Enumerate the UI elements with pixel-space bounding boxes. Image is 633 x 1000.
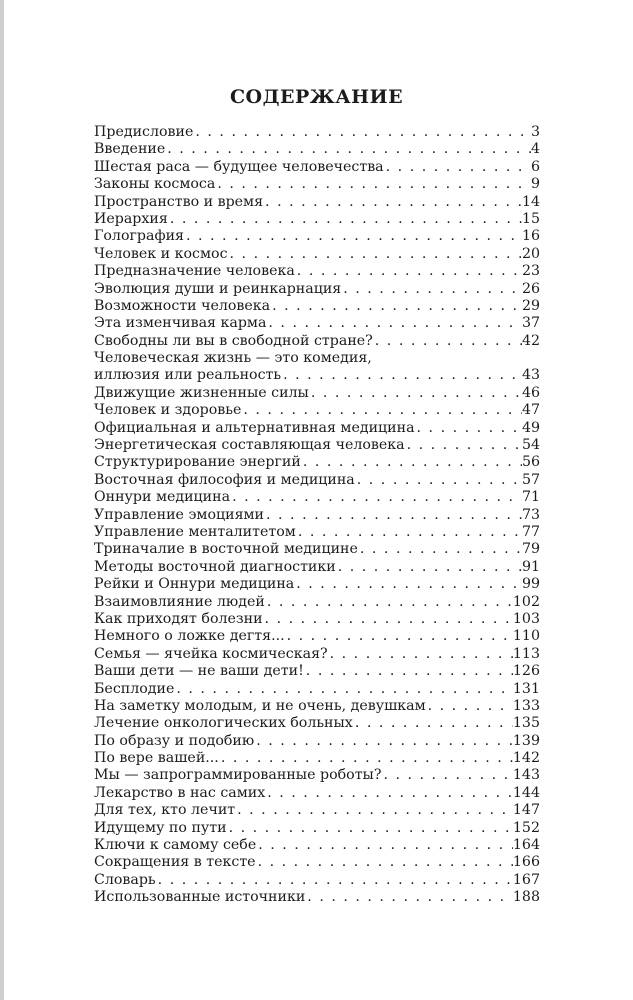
toc-entry bbox=[94, 281, 540, 298]
toc-entry bbox=[94, 315, 540, 332]
toc-entry bbox=[94, 176, 540, 193]
toc-entry-first-line bbox=[94, 350, 540, 367]
toc-entry bbox=[94, 454, 540, 471]
toc-entry-label: Человек и здоровье bbox=[94, 402, 242, 419]
dot-leader bbox=[165, 141, 531, 158]
dot-leader bbox=[241, 402, 522, 419]
toc-entry-page-number: 49 bbox=[521, 419, 540, 436]
dot-leader bbox=[264, 507, 522, 524]
toc-entry-page-number: 143 bbox=[512, 767, 540, 784]
toc-entry-label: Эта изменчивая карма bbox=[94, 315, 267, 332]
dot-leader bbox=[405, 437, 522, 454]
dot-leader bbox=[384, 159, 531, 176]
toc-entry bbox=[94, 211, 540, 228]
dot-leader bbox=[265, 785, 513, 802]
toc-entry bbox=[94, 246, 540, 263]
toc-entry-page-number: 14 bbox=[521, 193, 540, 210]
toc-entry-page-number: 91 bbox=[521, 558, 540, 575]
toc-entry-page-number: 99 bbox=[521, 576, 540, 593]
toc-entry bbox=[94, 889, 540, 906]
toc-entry bbox=[94, 141, 540, 158]
toc-entry-page-number: 110 bbox=[512, 628, 540, 645]
toc-entry bbox=[94, 646, 540, 663]
toc-entry-page-number: 15 bbox=[521, 210, 540, 227]
toc-entry bbox=[94, 594, 540, 611]
dot-leader bbox=[296, 524, 522, 541]
toc-entry-label: Эволюция души и реинкарнация bbox=[94, 280, 342, 297]
page-edge bbox=[0, 0, 4, 1000]
toc-entry bbox=[94, 124, 540, 141]
toc-entry-page-number: 4 bbox=[530, 141, 540, 158]
toc-entry bbox=[94, 420, 540, 437]
toc-entry-label: Для тех, кто лечит bbox=[94, 802, 236, 819]
toc-entry-label: Взаимовлияние людей bbox=[94, 593, 265, 610]
toc-entry-page-number: 54 bbox=[521, 437, 540, 454]
toc-entry-label: По образу и подобию bbox=[94, 732, 255, 749]
toc-entry bbox=[94, 681, 540, 698]
dot-leader bbox=[184, 228, 522, 245]
toc-entry-label: Сокращения в тексте bbox=[94, 854, 256, 871]
dot-leader bbox=[358, 541, 522, 558]
dot-leader bbox=[304, 663, 513, 680]
toc-entry-label: Человек и космос bbox=[94, 245, 228, 262]
toc-entry-label: Лекарство в нас самих bbox=[94, 784, 266, 801]
toc-entry-label: Лечение онкологических больных bbox=[94, 715, 353, 732]
dot-leader bbox=[265, 594, 513, 611]
toc-entry-page-number: 71 bbox=[521, 489, 540, 506]
toc-entry-label: Введение bbox=[94, 141, 166, 158]
toc-entry-page-number: 167 bbox=[512, 871, 540, 888]
toc-entry-label: На заметку молодым, и не очень, девушкам bbox=[94, 697, 426, 714]
toc-entry-page-number: 56 bbox=[521, 454, 540, 471]
toc-entry-page-number: 47 bbox=[521, 402, 540, 419]
toc-entry bbox=[94, 559, 540, 576]
toc-entry-page-number: 9 bbox=[530, 176, 540, 193]
toc-entry-page-number: 77 bbox=[521, 523, 540, 540]
toc-entry-page-number: 133 bbox=[512, 697, 540, 714]
dot-leader bbox=[294, 576, 522, 593]
toc-entry bbox=[94, 611, 540, 628]
dot-leader bbox=[263, 611, 513, 628]
toc-entry-page-number: 102 bbox=[512, 593, 540, 610]
dot-leader bbox=[328, 646, 513, 663]
toc-entry-label: Официальная и альтернативная медицина bbox=[94, 419, 415, 436]
dot-leader bbox=[341, 281, 522, 298]
toc-entry bbox=[94, 228, 540, 245]
toc-entry bbox=[94, 541, 540, 558]
toc-entry-page-number: 164 bbox=[512, 837, 540, 854]
toc-entry bbox=[94, 402, 540, 419]
toc-entry bbox=[94, 524, 540, 541]
toc-entry-page-number: 188 bbox=[512, 889, 540, 906]
toc-entry bbox=[94, 837, 540, 854]
toc-entry-label: Законы космоса bbox=[94, 176, 216, 193]
dot-leader bbox=[285, 628, 513, 645]
toc-entry bbox=[94, 698, 540, 715]
toc-entry-label: Мы — запрограммированные роботы? bbox=[94, 767, 382, 784]
toc-entry-label: Как приходят болезни bbox=[94, 610, 263, 627]
toc-entry-page-number: 152 bbox=[512, 819, 540, 836]
dot-leader bbox=[281, 367, 522, 384]
toc-entry-label: Оннури медицина bbox=[94, 489, 231, 506]
toc-entry-page-number: 147 bbox=[512, 802, 540, 819]
toc-entry-label: Управление эмоциями bbox=[94, 506, 265, 523]
dot-leader bbox=[174, 681, 513, 698]
dot-leader bbox=[336, 559, 522, 576]
toc-entry-label: Идущему по пути bbox=[94, 819, 227, 836]
toc-entry-label: Бесплодие bbox=[94, 680, 175, 697]
dot-leader bbox=[256, 854, 513, 871]
toc-entry bbox=[94, 333, 540, 350]
dot-leader bbox=[256, 837, 513, 854]
toc-entry-label: Ваши дети — не ваши дети! bbox=[94, 663, 304, 680]
toc-entry bbox=[94, 367, 540, 384]
toc-entry-page-number: 16 bbox=[521, 228, 540, 245]
toc-entry bbox=[94, 385, 540, 402]
toc-entry-label: Свободны ли вы в свободной стране? bbox=[94, 332, 373, 349]
toc-entry bbox=[94, 472, 540, 489]
toc-entry bbox=[94, 576, 540, 593]
toc-entry-label: Возможности человека bbox=[94, 297, 271, 314]
toc-entry bbox=[94, 785, 540, 802]
toc-entry-page-number: 103 bbox=[512, 610, 540, 627]
toc-entry-label: Энергетическая составляющая человека bbox=[94, 437, 405, 454]
toc-entry-page-number: 166 bbox=[512, 854, 540, 871]
toc-entry bbox=[94, 489, 540, 506]
toc-entry-label: Пространство и время bbox=[94, 193, 264, 210]
dot-leader bbox=[309, 385, 522, 402]
toc-entry-page-number: 57 bbox=[521, 471, 540, 488]
toc-entry-page-number: 43 bbox=[521, 367, 540, 384]
toc-entry-page-number: 26 bbox=[521, 280, 540, 297]
dot-leader bbox=[230, 489, 522, 506]
toc-entry bbox=[94, 872, 540, 889]
toc-entry-label: иллюзия или реальность bbox=[94, 367, 282, 384]
toc-entry-label: Восточная философия и медицина bbox=[94, 471, 355, 488]
dot-leader bbox=[426, 698, 513, 715]
dot-leader bbox=[263, 194, 522, 211]
dot-leader bbox=[305, 889, 513, 906]
toc-entry-label-line1: Человеческая жизнь — это комедия, bbox=[94, 350, 372, 367]
dot-leader bbox=[373, 333, 522, 350]
toc-entry-label: Предназначение человека bbox=[94, 263, 295, 280]
dot-leader bbox=[215, 176, 531, 193]
toc-entry-page-number: 131 bbox=[512, 680, 540, 697]
toc-entry bbox=[94, 159, 540, 176]
toc-entry-label: Предисловие bbox=[94, 124, 194, 140]
dot-leader bbox=[156, 872, 513, 889]
toc-entry-page-number: 142 bbox=[512, 750, 540, 767]
toc-entry-label: Шестая раса — будущее человечества bbox=[94, 158, 384, 175]
dot-leader bbox=[266, 315, 522, 332]
toc-entry-page-number: 113 bbox=[512, 645, 540, 662]
toc-entry bbox=[94, 854, 540, 871]
toc-entry-label: Методы восточной диагностики bbox=[94, 558, 336, 575]
toc-entry bbox=[94, 820, 540, 837]
dot-leader bbox=[227, 820, 513, 837]
dot-leader bbox=[270, 298, 522, 315]
toc-entry bbox=[94, 715, 540, 732]
dot-leader bbox=[219, 750, 513, 767]
toc-entry-page-number: 29 bbox=[521, 297, 540, 314]
toc-entry-label: Голография bbox=[94, 228, 184, 245]
toc-entry-page-number: 37 bbox=[521, 315, 540, 332]
table-of-contents bbox=[94, 124, 540, 907]
toc-entry bbox=[94, 802, 540, 819]
toc-entry bbox=[94, 750, 540, 767]
toc-entry bbox=[94, 194, 540, 211]
dot-leader bbox=[381, 767, 512, 784]
dot-leader bbox=[228, 246, 522, 263]
toc-entry-label: Структурирование энергий bbox=[94, 454, 301, 471]
toc-entry-label: Использованные источники bbox=[94, 889, 306, 906]
dot-leader bbox=[355, 472, 522, 489]
toc-entry-page-number: 73 bbox=[521, 506, 540, 523]
dot-leader bbox=[254, 733, 513, 750]
toc-entry-label: Немного о ложке дегтя... bbox=[94, 628, 285, 645]
toc-entry-page-number: 46 bbox=[521, 384, 540, 401]
toc-entry bbox=[94, 733, 540, 750]
toc-entry-label: По вере вашей... bbox=[94, 750, 219, 767]
toc-entry bbox=[94, 767, 540, 784]
toc-entry bbox=[94, 663, 540, 680]
toc-entry-label: Управление менталитетом bbox=[94, 523, 296, 540]
toc-entry-page-number: 79 bbox=[521, 541, 540, 558]
toc-entry-label: Иерархия bbox=[94, 210, 168, 227]
toc-entry-label: Словарь bbox=[94, 871, 156, 888]
toc-entry-label: Рейки и Оннури медицина bbox=[94, 576, 295, 593]
toc-entry-page-number: 139 bbox=[512, 732, 540, 749]
dot-leader bbox=[168, 211, 522, 228]
toc-entry-label: Семья — ячейка космическая? bbox=[94, 645, 328, 662]
toc-entry-page-number: 20 bbox=[521, 245, 540, 262]
toc-entry-page-number: 126 bbox=[512, 663, 540, 680]
toc-entry-page-number: 3 bbox=[530, 124, 540, 140]
dot-leader bbox=[353, 715, 513, 732]
page-title: СОДЕРЖАНИЕ bbox=[229, 86, 404, 108]
toc-entry bbox=[94, 507, 540, 524]
dot-leader bbox=[235, 802, 513, 819]
toc-entry-page-number: 135 bbox=[512, 715, 540, 732]
dot-leader bbox=[415, 420, 522, 437]
toc-entry-page-number: 6 bbox=[530, 158, 540, 175]
toc-entry bbox=[94, 437, 540, 454]
toc-entry bbox=[94, 298, 540, 315]
toc-entry-label: Ключи к самому себе bbox=[94, 837, 257, 854]
toc-entry-page-number: 42 bbox=[521, 332, 540, 349]
dot-leader bbox=[301, 454, 522, 471]
toc-entry bbox=[94, 628, 540, 645]
dot-leader bbox=[193, 124, 531, 141]
toc-entry-page-number: 144 bbox=[512, 784, 540, 801]
toc-entry-page-number: 23 bbox=[521, 263, 540, 280]
dot-leader bbox=[295, 263, 522, 280]
toc-entry bbox=[94, 263, 540, 280]
toc-entry-label: Движущие жизненные силы bbox=[94, 384, 309, 401]
toc-entry-label: Триначалие в восточной медицине bbox=[94, 541, 358, 558]
